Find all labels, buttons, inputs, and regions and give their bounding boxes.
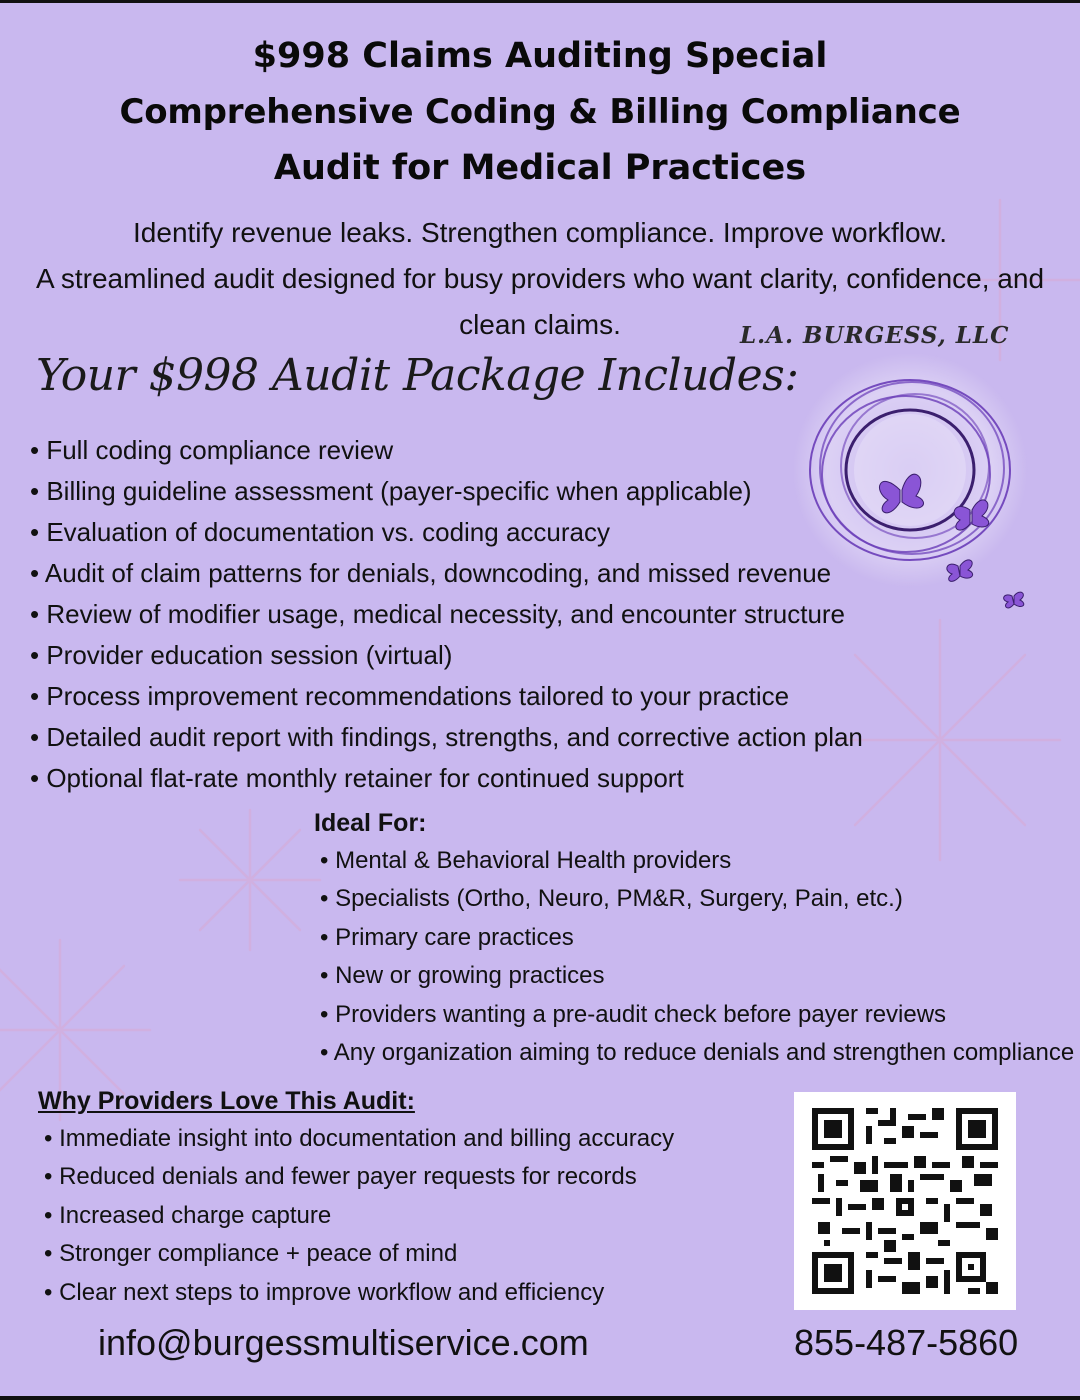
list-item: • Provider education session (virtual)	[30, 640, 453, 670]
list-item: • Specialists (Ortho, Neuro, PM&R, Surgery, Pain, etc.)	[320, 885, 903, 913]
list-item: • Review of modifier usage, medical necessity, and encounter structure	[30, 599, 846, 629]
bottom-border	[0, 1396, 1080, 1400]
email-link[interactable]: info@burgessmultiservice.com	[98, 1322, 589, 1363]
list-item-text: Stronger compliance + peace of mind	[59, 1240, 458, 1268]
list-item: • New or growing practices	[320, 962, 605, 990]
list-item-text: Mental & Behavioral Health providers	[335, 847, 732, 874]
list-item-text: Billing guideline assessment (payer-specific when applicable)	[46, 476, 752, 506]
list-item: • Mental & Behavioral Health providers	[320, 847, 732, 874]
list-item: • Stronger compliance + peace of mind	[44, 1240, 458, 1268]
ideal-for-title: Ideal For:	[314, 809, 427, 837]
list-item-text: Immediate insight into documentation and billing accuracy	[59, 1125, 675, 1152]
list-item-text: Optional flat-rate monthly retainer for continued support	[46, 763, 684, 793]
list-item-text: Full coding compliance review	[46, 435, 394, 465]
list-item-text: Any organization aiming to reduce denials and strengthen compliance	[333, 1039, 1075, 1067]
ideal-for-section	[314, 804, 1075, 1072]
list-item: • Process improvement recommendations tailored to your practice	[30, 681, 790, 711]
why-providers-title: Why Providers Love This Audit:	[38, 1087, 415, 1115]
title-line-2: Comprehensive Coding & Billing Compliance	[119, 92, 961, 132]
list-item: • Full coding compliance review	[30, 435, 394, 465]
list-item: • Detailed audit report with findings, strengths, and corrective action plan	[30, 722, 863, 752]
header	[0, 28, 1080, 196]
list-item-text: New or growing practices	[335, 962, 605, 990]
list-item: • Evaluation of documentation vs. coding accuracy	[30, 517, 610, 547]
list-item-text: Process improvement recommendations tailored to your practice	[46, 681, 790, 711]
list-item: • Audit of claim patterns for denials, downcoding, and missed revenue	[30, 558, 832, 588]
list-item: • Billing guideline assessment (payer-specific when applicable)	[30, 476, 752, 506]
title-line-3: Audit for Medical Practices	[273, 148, 807, 188]
list-item-text: Evaluation of documentation vs. coding accuracy	[46, 517, 610, 547]
list-item-text: Detailed audit report with findings, strengths, and corrective action plan	[46, 722, 863, 752]
list-item: • Clear next steps to improve workflow and efficiency	[44, 1278, 605, 1306]
list-item: • Primary care practices	[320, 923, 574, 951]
list-item-text: Reduced denials and fewer payer requests for records	[59, 1163, 637, 1191]
package-list	[30, 430, 863, 799]
package-heading: Your $998 Audit Package Includes:	[36, 350, 799, 401]
list-item-text: Primary care practices	[335, 923, 574, 951]
list-item-text: Review of modifier usage, medical necessity, and encounter structure	[46, 599, 846, 629]
brand-name: L.A. BURGESS, LLC	[740, 322, 1010, 349]
ideal-for-list	[314, 842, 1075, 1072]
list-item: • Increased charge capture	[44, 1201, 332, 1229]
list-item: • Any organization aiming to reduce denials and strengthen compliance	[320, 1039, 1075, 1067]
phone-number[interactable]: 855-487-5860	[794, 1322, 1019, 1363]
title-line-1: $998 Claims Auditing Special	[252, 36, 828, 76]
list-item-text: Clear next steps to improve workflow and efficiency	[59, 1278, 605, 1306]
list-item: • Reduced denials and fewer payer requests for records	[44, 1163, 637, 1191]
list-item-text: Increased charge capture	[59, 1201, 332, 1229]
list-item: • Providers wanting a pre-audit check before payer reviews	[320, 1000, 947, 1028]
list-item: • Immediate insight into documentation and billing accuracy	[44, 1125, 675, 1152]
list-item-text: Provider education session (virtual)	[46, 640, 453, 670]
list-item: • Optional flat-rate monthly retainer for continued support	[30, 763, 684, 793]
list-item-text: Specialists (Ortho, Neuro, PM&R, Surgery, Pain, etc.)	[335, 885, 903, 913]
qr-code[interactable]	[794, 1092, 1016, 1310]
qr-code-icon	[812, 1108, 998, 1294]
list-item-text: Audit of claim patterns for denials, downcoding, and missed revenue	[44, 558, 832, 588]
why-providers-list	[38, 1120, 778, 1312]
why-providers-section	[38, 1082, 778, 1312]
intro-line-1: Identify revenue leaks. Strengthen compliance. Improve workflow.	[133, 217, 947, 248]
intro-line-2: A streamlined audit designed for busy providers who want clarity, confidence, and	[35, 263, 1045, 294]
intro-line-3: clean claims.	[459, 309, 621, 340]
list-item-text: Providers wanting a pre-audit check before payer reviews	[335, 1000, 947, 1028]
